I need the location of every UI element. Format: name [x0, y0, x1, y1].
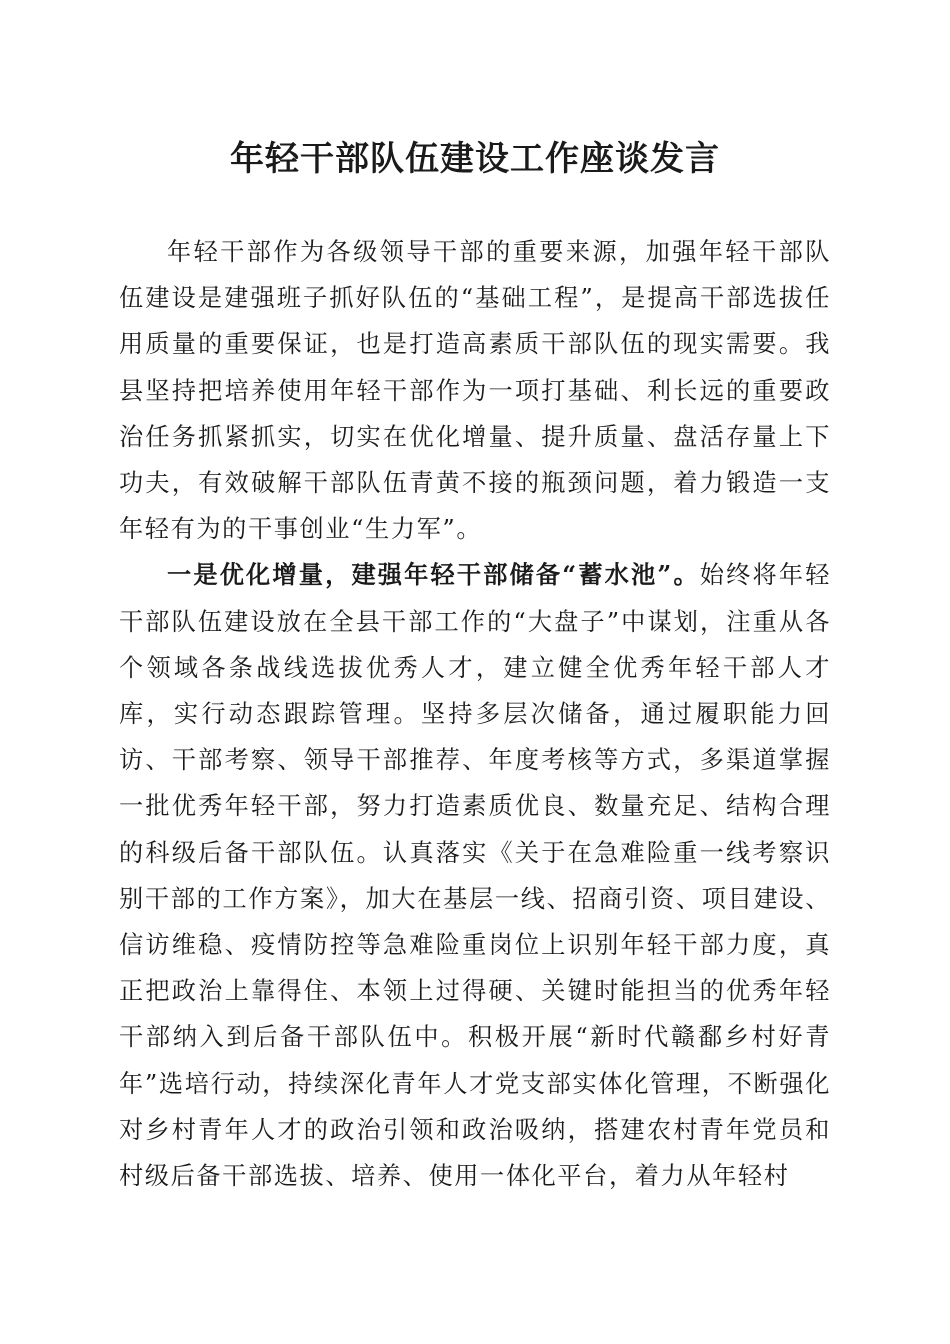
paragraph-section-one — [119, 552, 831, 1199]
document-title: 年轻干部队伍建设工作座谈发言 — [230, 139, 720, 179]
section-one-text: 始终将年轻干部队伍建设放在全县干部工作的“大盘子”中谋划，注重从各个领域各条战线选拔优秀人才，建立健全优秀年轻干部人才库，实行动态跟踪管理。坚持多层次储备，通过履职能力回访、干部考察、领导干部推荐、年度考核等方式，多渠道掌握一批优秀年轻干部，努力打造素质优良、数量充足、结构合理的科级后备干部队伍。认真落实《关于在急难险重一线考察识别干部的工作方案》，加大在基层一线、招商引资、项目建设、信访维稳、疫情防控等急难险重岗位上识别年轻干部力度，真正把政治上靠得住、本领上过得硬、关键时能担当的优秀年轻干部纳入到后备干部队伍中。积极开展“新时代赣鄱乡村好青年”选培行动，持续深化青年人才党支部实体化管理，不断强化对乡村青年人才的政治引领和政治吸纳，搭建农村青年党员和村级后备干部选拔、培养、使用一体化平台，着力从年轻村 — [119, 561, 831, 1191]
section-one-heading: 一是优化增量，建强年轻干部储备“蓄水池”。 — [167, 560, 700, 590]
document-body — [119, 229, 831, 1199]
paragraph-intro — [119, 229, 831, 552]
paragraph-intro-text: 年轻干部作为各级领导干部的重要来源，加强年轻干部队伍建设是建强班子抓好队伍的“基础工程”，是提高干部选拔任用质量的重要保证，也是打造高素质干部队伍的现实需要。我县坚持把培养使用年轻干部作为一项打基础、利长远的重要政治任务抓紧抓实，切实在优化增量、提升质量、盘活存量上下功夫，有效破解干部队伍青黄不接的瓶颈问题，着力锻造一支年轻有为的干事创业“生力军”。 — [119, 238, 831, 544]
